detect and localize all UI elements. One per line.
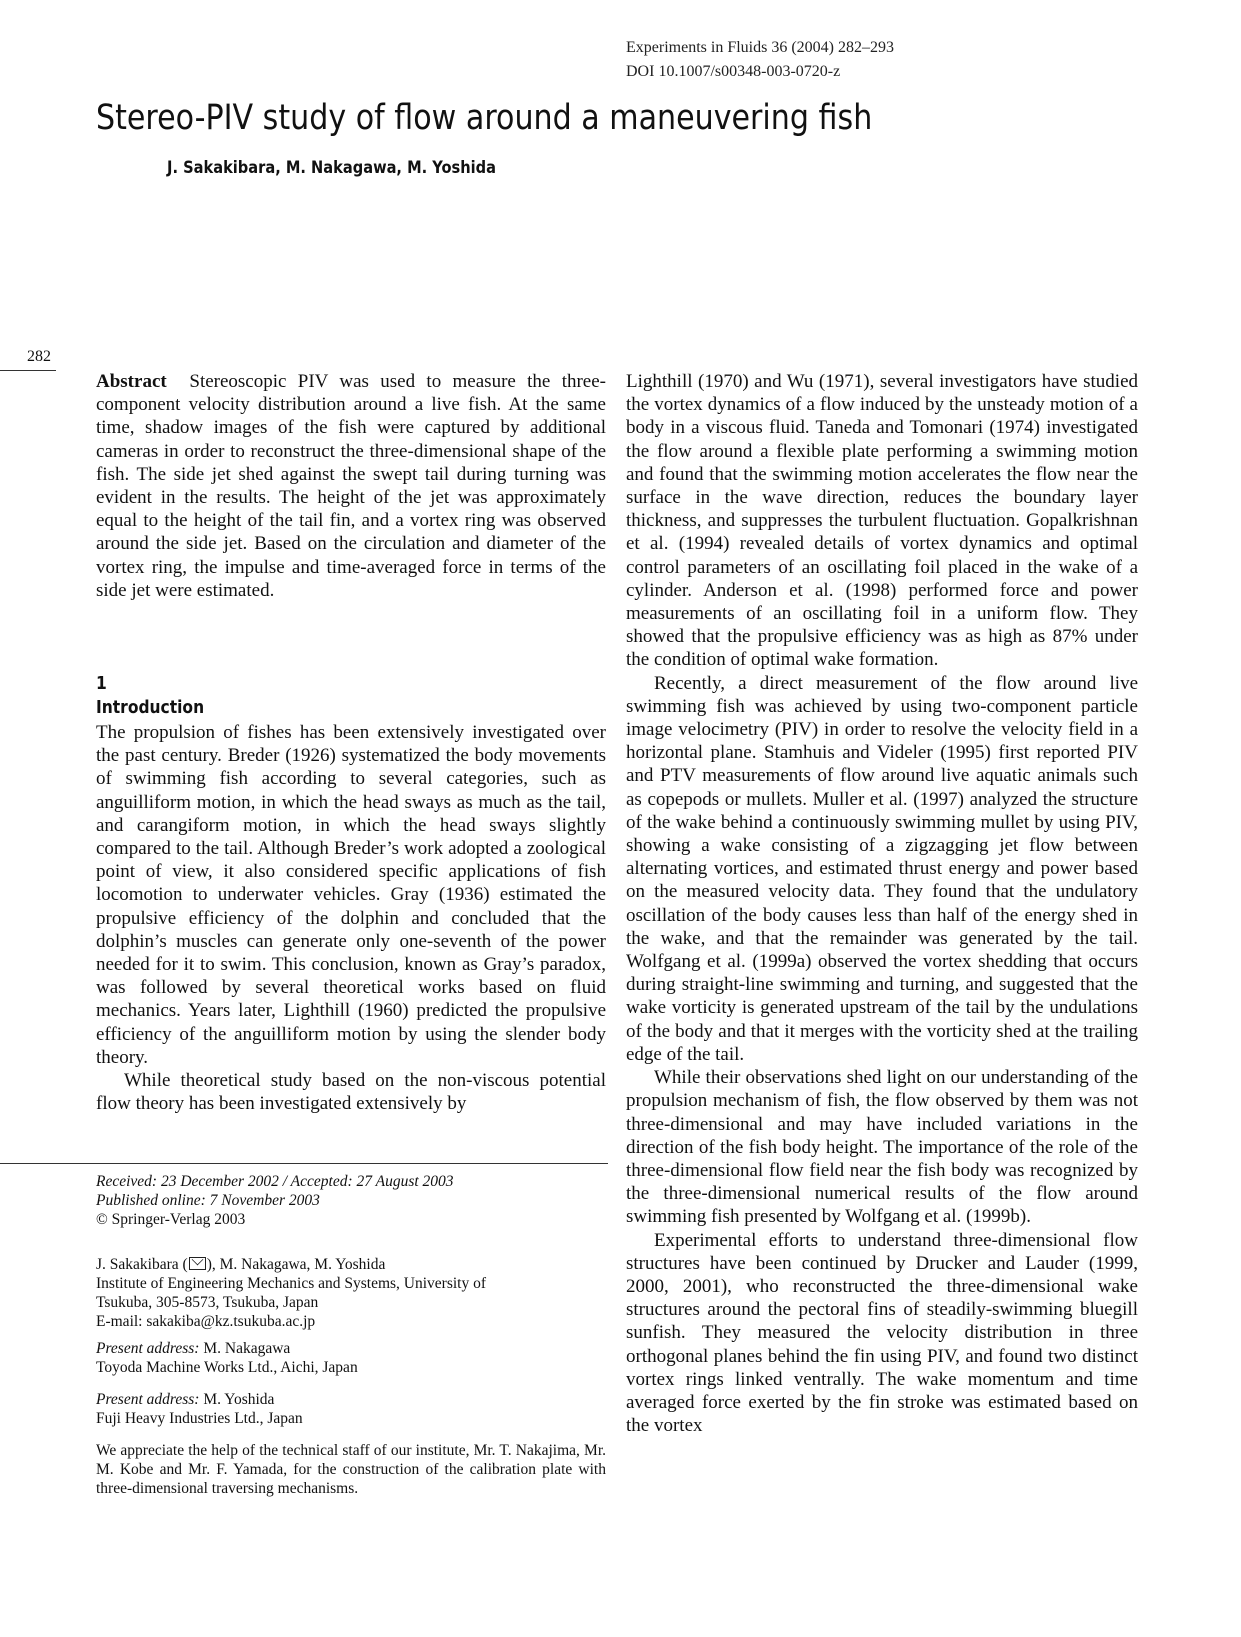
section-number: 1 [96, 673, 107, 694]
footnote-rule [0, 1163, 608, 1164]
present-address-label: Present address: [96, 1340, 200, 1357]
institute-line: Tsukuba, 305-8573, Tsukuba, Japan [96, 1294, 319, 1311]
envelope-icon [189, 1257, 206, 1270]
doi: DOI 10.1007/s00348-003-0720-z [626, 63, 841, 80]
page-number-rule [0, 370, 56, 371]
paragraph: While their observations shed light on our understanding of the propulsion mechanism of fish, the flow observed by them was not three-dimensional and may have included variations in the direction of the fish body height. The importance of the role of the three-dimensional flow field near the fish body was recognized by the three-dimensional numerical results of the flow around swimming fish presented by Wolfgang et al. (1999b). [626, 1067, 1138, 1228]
author-email: E-mail: sakakiba@kz.tsukuba.ac.jp [96, 1313, 316, 1330]
abstract [96, 370, 606, 602]
author-list: J. Sakakibara, M. Nakagawa, M. Yoshida [167, 158, 497, 178]
right-column [626, 370, 1138, 1437]
author-affiliation: J. Sakakibara ( ), M. Nakagawa, M. Yoshida Institute of Engineering Mechanics and Systems, University of Tsukuba, 305-8573, Tsukuba, Japan E-mail: sakakiba@kz.tsukuba.ac.jp [96, 1255, 606, 1331]
received-date: Received: 23 December 2002 / Accepted: 27 August 2003 [96, 1173, 454, 1190]
acknowledgement [96, 1441, 606, 1498]
paper-title: Stereo-PIV study of flow around a maneuvering fish [96, 98, 873, 138]
present-address-place: Fuji Heavy Industries Ltd., Japan [96, 1410, 303, 1427]
present-address-label: Present address: [96, 1391, 200, 1408]
abstract-label: Abstract [96, 371, 167, 392]
abstract-text: Stereoscopic PIV was used to measure the three-component velocity distribution around a live fish. At the same time, shadow images of the fish were captured by additional cameras in order to reconstruct the three-dimensional shape of the fish. The side jet shed against the swept tail during turning was evident in the results. The height of the jet was approximately equal to the height of the tail fin, and a vortex ring was observed around the side jet. Based on the circulation and diameter of the vortex ring, the impulse and time-averaged force in terms of the side jet were estimated. [96, 371, 606, 601]
present-address-nakagawa [96, 1339, 606, 1377]
present-address-yoshida [96, 1390, 606, 1428]
present-address-place: Toyoda Machine Works Ltd., Aichi, Japan [96, 1359, 358, 1376]
published-date: Published online: 7 November 2003 [96, 1192, 320, 1209]
paragraph: The propulsion of fishes has been extensively investigated over the past century. Breder (1926) systematized the body movements of swimming fish according to several categories, such as anguilliform motion, in which the head sways as much as the tail, and carangiform motion, in which the head sways slightly compared to the tail. Although Breder’s work adopted a zoological point of view, it also considered specific applications of fish locomotion to underwater vehicles. Gray (1936) estimated the propulsive efficiency of the dolphin and concluded that the dolphin’s muscles can generate only one-seventh of the power needed for it to swim. This conclusion, known as Gray’s paradox, was followed by several theoretical works based on fluid mechanics. Years later, Lighthill (1960) predicted the propulsive efficiency of the anguilliform motion by using the slender body theory. [96, 722, 606, 1068]
paragraph: Experimental efforts to understand three-dimensional flow structures have been continued by Drucker and Lauder (1999, 2000, 2001), who reconstructed the three-dimensional wake structures around the pectoral fins of steadily-swimming bluegill sunfish. They measured the velocity distribution in three orthogonal planes behind the fin using PIV, and found two distinct vortex rings linked ventrally. The wake momentum and time averaged force exerted by the fin stroke was estimated based on the vortex [626, 1229, 1138, 1437]
coauthors: , M. Nakagawa, M. Yoshida [211, 1256, 386, 1273]
section-title: Introduction [96, 697, 205, 718]
paragraph: Lighthill (1970) and Wu (1971), several investigators have studied the vortex dynamics of a flow induced by the unsteady motion of a body in a viscous fluid. Taneda and Tomonari (1974) investigated the flow around a flexible plate performing a swimming motion and found that the swimming motion accelerates the flow near the surface in the wave direction, reduces the boundary layer thickness, and suppresses the turbulent fluctuation. Gopalkrishnan et al. (1994) revealed details of vortex dynamics and optimal control parameters of an oscillating foil placed in the wake of a cylinder. Anderson et al. (1998) performed force and power measurements of an oscillating foil in a uniform flow. They showed that the propulsive efficiency was as high as 87% under the condition of optimal wake formation. [626, 371, 1138, 671]
paragraph: While theoretical study based on the non-viscous potential flow theory has been investigated extensively by [96, 1070, 606, 1115]
journal-header [626, 36, 894, 84]
corresponding-author: J. Sakakibara [96, 1256, 179, 1273]
present-address-name: M. Nakagawa [203, 1340, 291, 1357]
publication-dates [96, 1172, 606, 1229]
present-address-name: M. Yoshida [203, 1391, 275, 1408]
paragraph: Recently, a direct measurement of the flow around live swimming fish was achieved by using two-component particle image velocimetry (PIV) in order to resolve the velocity field in a horizontal plane. Stamhuis and Videler (1995) first reported PIV and PTV measurements of flow around live aquatic animals such as copepods or mullets. Muller et al. (1997) analyzed the structure of the wake behind a continuously swimming mullet by using PIV, showing a wake consisting of a zigzagging jet flow between alternating vortices, and estimated thrust energy and power based on the measured velocity data. They found that the undulatory oscillation of the body causes less than half of the energy shed in the wake, and that the remainder was generated by the tail. Wolfgang et al. (1999a) observed the vortex shedding that occurs during straight-line swimming and turning, and suggested that the wake vorticity is generated upstream of the tail by the undulations of the body and that it merges with the vorticity shed at the trailing edge of the tail. [626, 672, 1138, 1065]
journal-citation: Experiments in Fluids 36 (2004) 282–293 [626, 39, 894, 56]
acknowledgement-text: We appreciate the help of the technical staff of our institute, Mr. T. Nakajima, Mr. M. Kobe and Mr. F. Yamada, for the construction of the calibration plate with three-dimensional traversing mechanisms. [96, 1442, 606, 1497]
copyright: © Springer-Verlag 2003 [96, 1211, 246, 1228]
institute-line: Institute of Engineering Mechanics and Systems, University of [96, 1275, 487, 1292]
page-number: 282 [27, 348, 51, 365]
introduction-text [96, 721, 606, 1115]
